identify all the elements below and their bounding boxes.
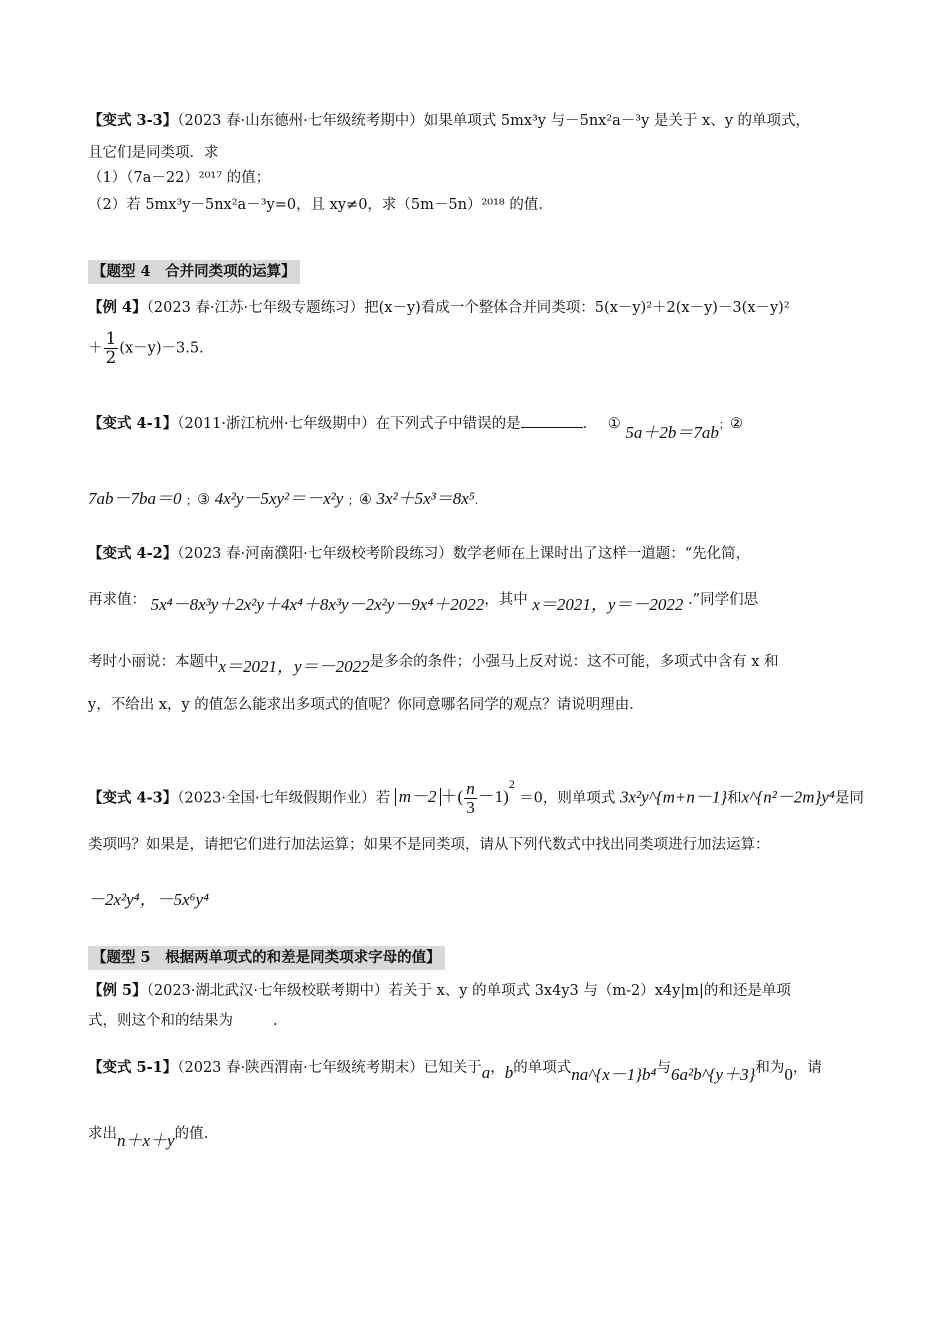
problem-text-5: y，不给出 x，y 的值怎么能求出多项式的值呢？你同意哪名同学的观点？请说明理由．	[88, 697, 644, 714]
example-4	[88, 297, 870, 367]
given-values: x＝2021，y＝－2022	[532, 594, 684, 614]
with-text: 与	[656, 1060, 671, 1076]
problem-text-2: 式，则这个和的结果为	[88, 1012, 233, 1029]
fraction-one-half	[104, 330, 119, 367]
is-same-text: 是同	[834, 790, 864, 807]
condition-expression	[395, 777, 519, 817]
variable-a: a	[481, 1063, 491, 1082]
section-4-header	[88, 260, 870, 284]
monomial-1: 3x²y^{m+n－1}	[619, 787, 728, 807]
comma: ，	[490, 1060, 505, 1076]
variant-label: 【变式 4-2】	[88, 545, 178, 562]
marker-3: ③	[197, 491, 211, 508]
and-text: 和	[727, 790, 742, 807]
problem-text-2: 且它们是同类项．求	[88, 144, 219, 161]
source: （2023 春·河南濮阳·七年级校考阶段练习）	[177, 546, 453, 562]
section-title: 【题型 5 根据两单项式的和差是同类项求字母的值】	[88, 946, 445, 970]
problem-text-4a: 考时小丽说：本题中	[88, 653, 219, 670]
variant-label: 【变式 4-3】	[88, 789, 178, 807]
polynomial-expression: 5x⁴－8x³y＋2x²y＋4x⁴＋8x³y－2x²y－9x⁴＋2022	[150, 594, 485, 614]
example-label: 【例 5】	[88, 982, 147, 999]
problem-text-2: 再求值：	[88, 591, 146, 608]
problem-text-2: 类项吗？如果是，请把它们进行加法运算；如果不是同类项，请从下列代数式中找出同类项进行加法运算：	[88, 837, 770, 853]
problem-text: 数学老师在上课时出了这样一道题：“先化简，	[452, 546, 751, 562]
source: （2023·全国·七年级假期作业）	[177, 790, 376, 807]
question-2: （2）若 5mx³y－5nx²a－³y=0，且 xy≠0，求（5m－5n）²⁰¹⁸ 的值．	[88, 197, 553, 214]
separator: ；	[347, 493, 359, 507]
source: （2023 春·陕西渭南·七年级统考期末）	[177, 1060, 424, 1076]
variant-4-2	[88, 543, 870, 717]
problem-text-2: 的单项式	[513, 1060, 572, 1076]
variant-3-3	[88, 110, 870, 217]
exponent: 2	[508, 777, 515, 792]
section-title: 【题型 4 合并同类项的运算】	[88, 260, 300, 284]
source: （2023·湖北武汉·七年级校联考期中）	[146, 983, 389, 999]
marker-1: ①	[607, 416, 621, 432]
example-5	[88, 980, 870, 1033]
variant-4-1	[88, 410, 870, 512]
period: ．	[582, 416, 598, 432]
target-expression: n＋x＋y	[117, 1130, 175, 1150]
problem-text-3: 求出	[88, 1125, 117, 1142]
among-text: 其中	[498, 591, 528, 608]
value-text: 的值.	[174, 1125, 209, 1142]
variant-label: 【变式 5-1】	[88, 1059, 178, 1076]
separator: ；	[718, 418, 730, 431]
plus-paren: ＋(	[440, 787, 464, 807]
expression-3: 4x²y－5xy²＝－x²y	[214, 488, 344, 508]
paren-close: －1)	[477, 787, 509, 807]
if-text: 若	[375, 790, 391, 807]
please-text: ，请	[792, 1060, 822, 1076]
marker-2: ②	[729, 416, 743, 432]
problem-text: 已知关于	[423, 1060, 482, 1076]
monomial-2: 6a²b^{y＋3}	[670, 1065, 756, 1084]
source: （2011·浙江杭州·七年级期中）	[177, 416, 376, 432]
denominator: 2	[105, 347, 117, 368]
numerator: 1	[105, 328, 117, 349]
variant-5-1	[88, 1054, 870, 1150]
example-label: 【例 4】	[88, 299, 147, 316]
expression-4: 3x²＋5x³＝8x⁵	[376, 488, 475, 508]
fraction-n-over-3	[464, 780, 477, 817]
numerator: n	[466, 779, 475, 798]
expression-2: 7ab－7ba＝0	[88, 488, 182, 508]
question-1: （1）（7a－22）²⁰¹⁷ 的值；	[88, 169, 271, 186]
variant-label: 【变式 3-3】	[88, 112, 178, 129]
problem-text: 如果单项式 5mx³y 与－5nx²a－³y 是关于 x、y 的单项式，	[423, 113, 811, 129]
period: .	[273, 1012, 278, 1029]
section-5-header	[88, 946, 870, 970]
problem-text: 若关于 x、y 的单项式 3x4y3 与（m-2）x4y|m|的和还是单项	[388, 983, 791, 999]
problem-text-tail: (x－y)－3.5.	[119, 340, 204, 357]
problem-text-3: .”同学们思	[688, 591, 759, 608]
plus-sign: ＋	[88, 340, 103, 357]
variant-4-3	[88, 777, 870, 913]
monomial-1: na^{x－1}b⁴	[571, 1065, 657, 1084]
source: （2023 春·江苏·七年级专题练习）	[146, 300, 365, 316]
candidate-expressions: －2x²y⁴，－5x⁶y⁴	[88, 889, 210, 909]
period: .	[474, 493, 479, 507]
sum-is-text: 和为	[755, 1060, 785, 1076]
answer-blank[interactable]	[521, 415, 583, 428]
variable-b: b	[504, 1063, 514, 1082]
expression-1: 5a＋2b＝7ab	[625, 423, 719, 442]
problem-text: 把(x－y)看成一个整体合并同类项：5(x－y)²＋2(x－y)－3(x－y)²	[364, 300, 790, 316]
separator: ；	[186, 493, 198, 507]
problem-text-2	[88, 330, 870, 367]
denominator: 3	[466, 798, 475, 817]
given-values: x＝2021，y＝－2022	[218, 656, 370, 676]
marker-4: ④	[358, 491, 372, 508]
absolute-value: m－2	[395, 788, 441, 806]
source: （2023 春·山东德州·七年级统考期中）	[177, 113, 424, 129]
monomial-2: x^{n²－2m}y⁴	[741, 787, 835, 807]
comma: ，	[484, 591, 499, 608]
equals-zero-text: ＝0，则单项式	[519, 790, 616, 807]
zero-value: 0	[784, 1065, 793, 1084]
problem-text: 在下列式子中错误的是	[375, 416, 521, 432]
variant-label: 【变式 4-1】	[88, 415, 178, 432]
problem-text-4b: 是多余的条件；小强马上反对说：这不可能，多项式中含有 x 和	[369, 653, 779, 670]
